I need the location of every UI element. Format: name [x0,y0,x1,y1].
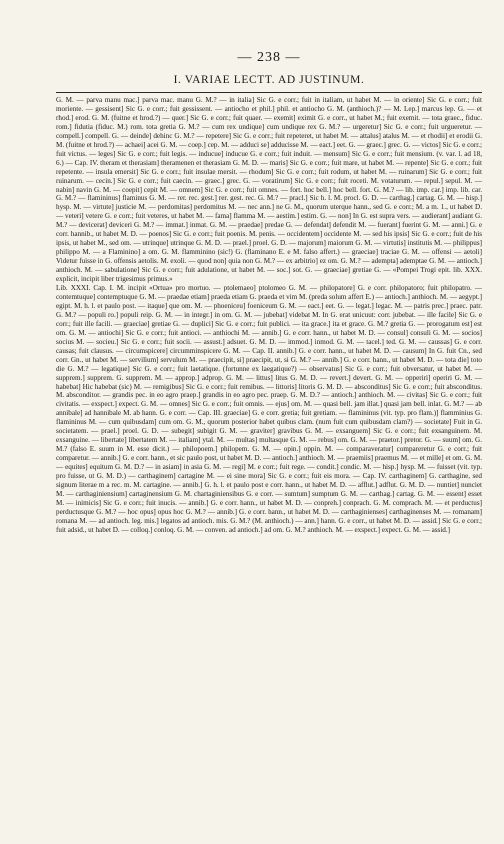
page [56,50,482,535]
apparatus-paragraph-2: Lib. XXXI. Cap. I. M. incipit «Ortua» pro mortuo. — ptolemaeo] ptolomeo G. M. — philopatore] G. e corr. philopatoro; fuit philopatro. — contemtuque] contemptuque G. M. — praedae etiam] praeda etiam G. praeda et vim M. (preda solum affert E.) — antioch.] anthioch. M. — aegypt.] egipt. M. h. l. et paulo post. — itaque] que om. M. — phoeniceu] foeniceum G. M. — eact.] eet. G. — legat.] legac. M. — patris prec.] praec. patr. G. M.? — populi ro.] populi reip. G. M. — in integr.] in om. G. M. — jubebat] videbat M. In G. erat unicuut: corr. jubebat. — ille facile] Sic G. e corr.; fuit ille facili. — graeciae] gretiae G. — duplici] Sic G. e corr.; fuit publici. — ita grace.] ita et grace. G. M.? gretia G. — prorogatum est] est om. G. M. — antiochi] Sic G. e corr.; fuit antioci. — anthiochi M. — annib.] G. e corr. hann., ut habet M. D. — consul] consuli G. M. — socios] socius M. — socieu.] Sic G. e corr.; fuit socii. — assust.] adsuet. G. M. D. — immod.] inmod. G. M. — tacel.] ted. G. M. — caussas] G. e corr. causas; fuit clausus. — circumspicere] circumminspicere G. M. — Cap. II. annib.] G. e corr. hann., ut habet M. D. — causum] In G. fuit Cn., sed corr. Gn., ut habet M. — servilium] servulum M. — praecipit, si] praecipit, ut, si G. M.? — annib.] G. e corr. hann., ut habet M. D. — tota die] toto die G. M.? — legatique] Sic G. e corr.; fuit laetatique. (fortunne ex laegatique?) — observatus] Sic G. e corr.; fuit obversatur, ut habet M. — supprem.] supprem. G. supprem. M. — approp.] adprop. G. M. — littus] litus G. M. D. — revert.] devert. G. M. — opperiri] operiri G. M. — habebat] Hic habebat (sic) M. — remigibus] Sic G. e corr.; fuit remibus. — littoris] litoris G. M. D. — absconditus] Sic G. e corr.; fuit absconditus. M. absconditor. — grandis pec. in eo agro praep.] grandis in eo agro pec. praep. G. M. D.? — antioch.] anthioch. M. — civitas] Sic G. e corr.; fuit civitatis. — exspect.] expect. G. M. — omnes] Sic G. e corr.; fuit omnis. — ejus] om. M. — quasi bell. jam illat.] quasi jam bell. inlat. G. M.? — ab annibale] ad hannibale M. ab hann. G. e corr. — Cap. III. graeciae] G. e corr. gretia; fuit gretiam. — flamininus (vit. typ. pro flam.)] flamminius G. flamininus M. — cum quibusdam] cum om. G. M., quorum posterior habet quibus clam. (num fuit cum quibusdam clam?) — societate] Fuit in G. societatem. — prael.] proel. G. D. — subegit] subigit G. M. — graviter] gravibus G. M. — exsanguem] Sic G. e corr.; fuit exsanguinem. M. exsanguine. — libertate] libertatem M. — italiam] ytal. M. — multas] multasque G. M. — rebus] om. G. M. — praetor.] pretor. G. — suum] om. G. M.? (falso E. suum in M. esse dicit.) — philopoem.] philopem. G. M. — opin.] oppin. M. — comparaveratur] compareretur G. e corr.; fuit comparetur. — annib.] G. e corr. hann., et sic paulo post, ut habet M. D. — antioch.] anthioch. M. — praemiis] praemus M. — et mille] et om. G. M. — equites] equitum G. M. D.? — in asiam] in asia G. M. — regi] M. e corr.; fuit rege. — condit.] condic. M. — hisp.] hysp. M. — fuisset (vit. typ. pro fuisse, ut G. M. D.) — carthaginem] cartagine M. — ei sine mora] Sic G. e corr.; fuit eis mora. — Cap. IV. carthaginem] G. carthagine, sed signum literae m a rec. m. M. cartagine. — annib.] G. h. l. et paulo post e corr. hann., ut habet M. D. — afflut.] adflut. G. M. D. — nuntiet] nunciet M. — carthaginiensium] cartaginensium G. M. chartaginiensibus G. e corr. — sumtum] sumptum G. M. — carthag.] cartag. G. M. — essent] esset M. — inimicis] Sic G. e corr.; fuit inucis. — annib.] G. e corr. hann., ut habet M. D. — conpreh.] conprach. G. M. comprach. M. — et perductus] perductusque G. M.? — hoc opus] opus hoc G. M.? — annib.] G. e corr. hann., ut habet M. D. — carthaginienses] carthaginenses M. — romanam] romana M. — ad antioch. leg. mis.] legatos ad antioch. mis. G. M.? (M. anthioch.) — ann.] hann. G. e corr., ut habet M. D. — assid.] Sic G. e corr.; fuit adsid., ut habet D. — colloq.] conloq. G. M. — conven. ad antioch.] ad om. G. M.? anthioch. M. — exspect.] expect. G. M. — assid.] [56,284,482,534]
apparatus-paragraph-1: G. M. — parva manu mac.] parva mac. manu G. M.? — in italia] Sic G. e corr.; fuit in italiam, ut habet M. — in oriente] Sic G. e corr.; fuit moriente. — gessisent] Sic G. e corr.; fuit gessissent. — antiocho et phil.] phil. et antiocho G. M. (anthioch.)? — M. Lep.] marcus lep. G. — et rhod.] erod. G. M. (fuitne et hrod.?) — quer.] Sic G. e corr.; fuit quaer. — exemit] eximit G. e corr., ut habet M.; fuit exemit. — tota graec., fiduc. rom.] fidutia (fiduc. M.) rom. tota gretia G. M.? — cum rex undique] cum undique rex G. M.? — urgeretur] Sic G. e corr.; fuit urgueretur. — compell.] compell. G. — deinde] dehinc G. M.? — repetere] Sic G. e corr.; fuit repeteret, ut habet M. — attalus] atalus M. — et rhodii] et erodii G. M. (fuitne et hrod.?) — achaei] acei G. M. — coep.] cep. M. — adduci se] adducisse M. — eact.] eet. G. — graec.] grec. G. — victos] Sic G. e corr.; fuit victus. — leges] Sic G. e corr.; fuit legis. — inducue] inducue G. e corr.; fuit induit. — mensum] Sic G. e corr.; fuit mensium. (v. var. l. ad 18, 6.) — Cap. IV. theram et therasiam] theramenen et therasiam G. M. D. — maris] Sic G. e corr.; fuit mare, ut habet M. — repente] Sic G. e corr.; fuit repetente. — insula emersit] Sic G. e corr.; fuit insulae mersit. — rhodum] Sic G. e corr.; fuit rodum, ut habet M. — ruinarum] Sic G. e corr.; fuit ruinarum. — cecin.] Sic G. e corr.; fuit caecin. — graec.] grec. G. — voratirum] Sic G. e corr.; fuit roceti. M. votaturum. — repul.] sepul. M. — nabin] navin G. M. — coepit] cepit M. — omnem] Sic G. e corr.; fuit omnes. — fort. hoc bell.] hoc bell. fort. G. M.? — lib. imp. car.] imp. lib. car. G. M.? — flamininus] flaminus G. M. — rer. rec. gest.] rer. gest. rec. G. M.? — pracl.] Sic h. l. M. procl. G. D. — carthag.] cartag. G. M. — hisp.] hysp. M. — virtute] justicie M. — perdomitas] perdomitus M. — nec ann.] ne G. M., quorum uterque hann., sed G. e corr.; M. a m. 1., ut habet D. — veteri] vetere G. e corr.; fuit veteres, ut habet M. — fama] flamma M. — aestim.] estim. G. — non] In G. est supra vers. — audierant] audiant G. M.? — devicerat] deviceri G. M.? — immat.] inmat. G. M. — praedae] predae G. — defendat] defendit M. — fuerant] fuerint G. M. — anni.] G. e corr. hannib., ut habet M. D. — poenos] Sic G. e corr.; fuit poenis. M. penis. — occidentem] occidente M. — sed his ipsis] Sic G. e corr.; fuit de his ipsis, ut habet M., sed om. — utrinque] utrinque G. M. D. — prael.] proel. G. D. — majorum] maiorum G. M. — virtutis] institutis M. — philippus] philippo M. — a Flaminino] a om. G. M. flamminino (sic!) G. (flaminano E. e M. falso affert.) — graeciae] traciae G. M. — offensi — aetoli] Videtur fuisse in G. offensis aetolis. M. exoli. — quod non] quia non G. M.? — ex arbitrio] ez om. G. M.? — adempta] ademptae G. M. — antioch.] anthioch. M. — sabulatione] Sic G. e corr.; fuit adulatione, ut habet M. — soc.] sot. G. — graeciae] gretiae G. — «Pompei Trogi epit. lib. XXX. explicit, incipit liber trigesimus primus.» [56,96,482,284]
header-rule [56,92,482,93]
critical-apparatus [56,96,482,535]
page-number: — 238 — [237,50,301,65]
section-title: I. VARIAE LECTT. AD JUSTINUM. [173,74,365,86]
